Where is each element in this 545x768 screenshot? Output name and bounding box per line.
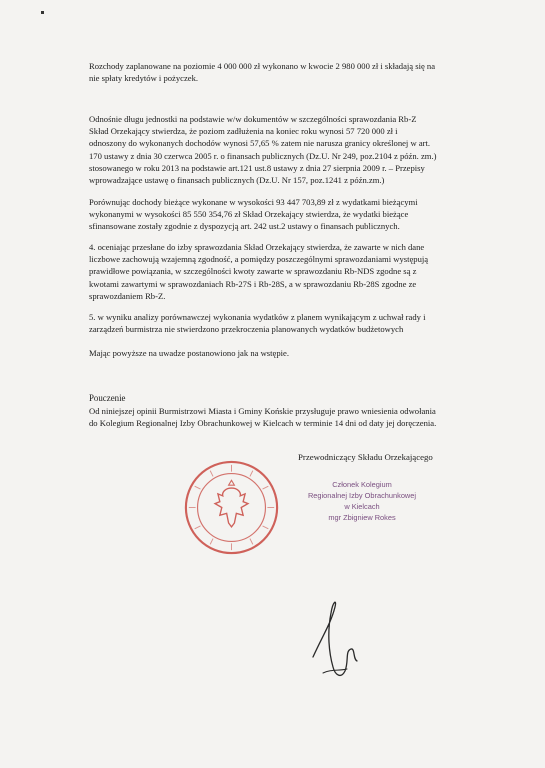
text-line: liczbowe zachowują wzajemną zgodność, a pomiędzy poszczególnymi sprawozdaniami występują [89,254,429,265]
text-line: Od niniejszej opinii Burmistrzowi Miasta i Gminy Końskie przysługuje prawo wniesienia odwołania [89,406,436,416]
text-line: 5. w wyniku analizy porównawczej wykonania wydatków z planem wynikającym z uchwał rady i [89,312,426,322]
text-line: sprawozdaniem Rb-Z. [89,290,166,301]
paragraph-rozchody [89,60,489,84]
text-line: Rozchody zaplanowane na poziomie 4 000 000 zł wykonano w kwocie 2 980 000 zł i składają się na [89,61,436,71]
text-line: Odnośnie długu jednostki na podstawie w/w dokumentów w szczególności sprawozdania Rb-Z [89,114,417,124]
handwritten-signature [305,595,365,685]
stamp-line: Regionalnej Izby Obrachunkowej [307,491,417,500]
text-line: zarządzeń burmistrza nie stwierdzono przekroczenia planowanych wydatków budżetowych [89,324,404,335]
text-line: prawidłowe powiązania, w szczególności kwoty zawarte w sprawozdaniu Rb-NDS zgodne są z [89,266,417,277]
text-line: nie spłaty kredytów i pożyczek. [89,73,199,84]
text-line: Skład Orzekający stwierdza, że poziom zadłużenia na koniec roku wynosi 57 720 000 zł i [89,126,398,137]
official-seal-icon [183,459,280,556]
paragraph-dochody [89,196,489,233]
text-line: Porównując dochody bieżące wykonane w wysokości 93 447 703,89 zł z wydatkami bieżącymi [89,197,418,207]
paragraph-conclusion [89,347,489,359]
stamp-line: Członek Kolegium [332,480,392,489]
paragraph-pouczenie [89,405,489,429]
text-line: do Kolegium Regionalnej Izby Obrachunkowej w Kielcach w terminie 14 dni od daty jej doręczenia. [89,418,437,429]
text-line: odnoszony do wykonanych dochodów wynosi 57,65 % zatem nie narusza granicy określonej w art. [89,138,431,149]
stamp-line: w Kielcach [344,502,380,511]
paragraph-point-5 [89,311,489,335]
text-line: sfinansowane zostały zgodnie z dyspozycją art. 242 ust.2 ustawy o finansach publicznych. [89,221,400,232]
text-line: stosowanego w roku 2013 na podstawie art.121 ust.8 ustawy z dnia 27 sierpnia 2009 r. – Przepisy [89,162,425,173]
paragraph-point-4 [89,241,489,302]
signature-title: Przewodniczący Składu Orzekającego [298,452,433,462]
text-line: kwotami zawartymi w sprawozdaniach Rb-27S i Rb-28S, a w sprawozdaniu Rb-28S zgodne ze [89,278,417,289]
text-line: wprowadzające ustawę o finansach publicznych (Dz.U. Nr 157, poz.1241 z późn.zm.) [89,175,385,186]
text-line: 170 ustawy z dnia 30 czerwca 2005 r. o finansach publicznych (Dz.U. Nr 249, poz.2104 z późn. zm.) [89,150,437,161]
text-line: wykonanymi w wysokości 85 550 354,76 zł Skład Orzekający stwierdza, że wydatki bieżące [89,209,409,220]
stamp-line: mgr Zbigniew Rokes [328,513,396,522]
pouczenie-heading: Pouczenie [89,393,126,403]
text-line: 4. oceniając przesłane do izby sprawozdania Skład Orzekający stwierdza, że zawarte w nich dane [89,242,425,252]
member-stamp [282,479,442,523]
paragraph-dlug [89,113,489,186]
scan-speck [41,11,44,14]
text-line: Mając powyższe na uwadze postanowiono jak na wstępie. [89,348,289,358]
